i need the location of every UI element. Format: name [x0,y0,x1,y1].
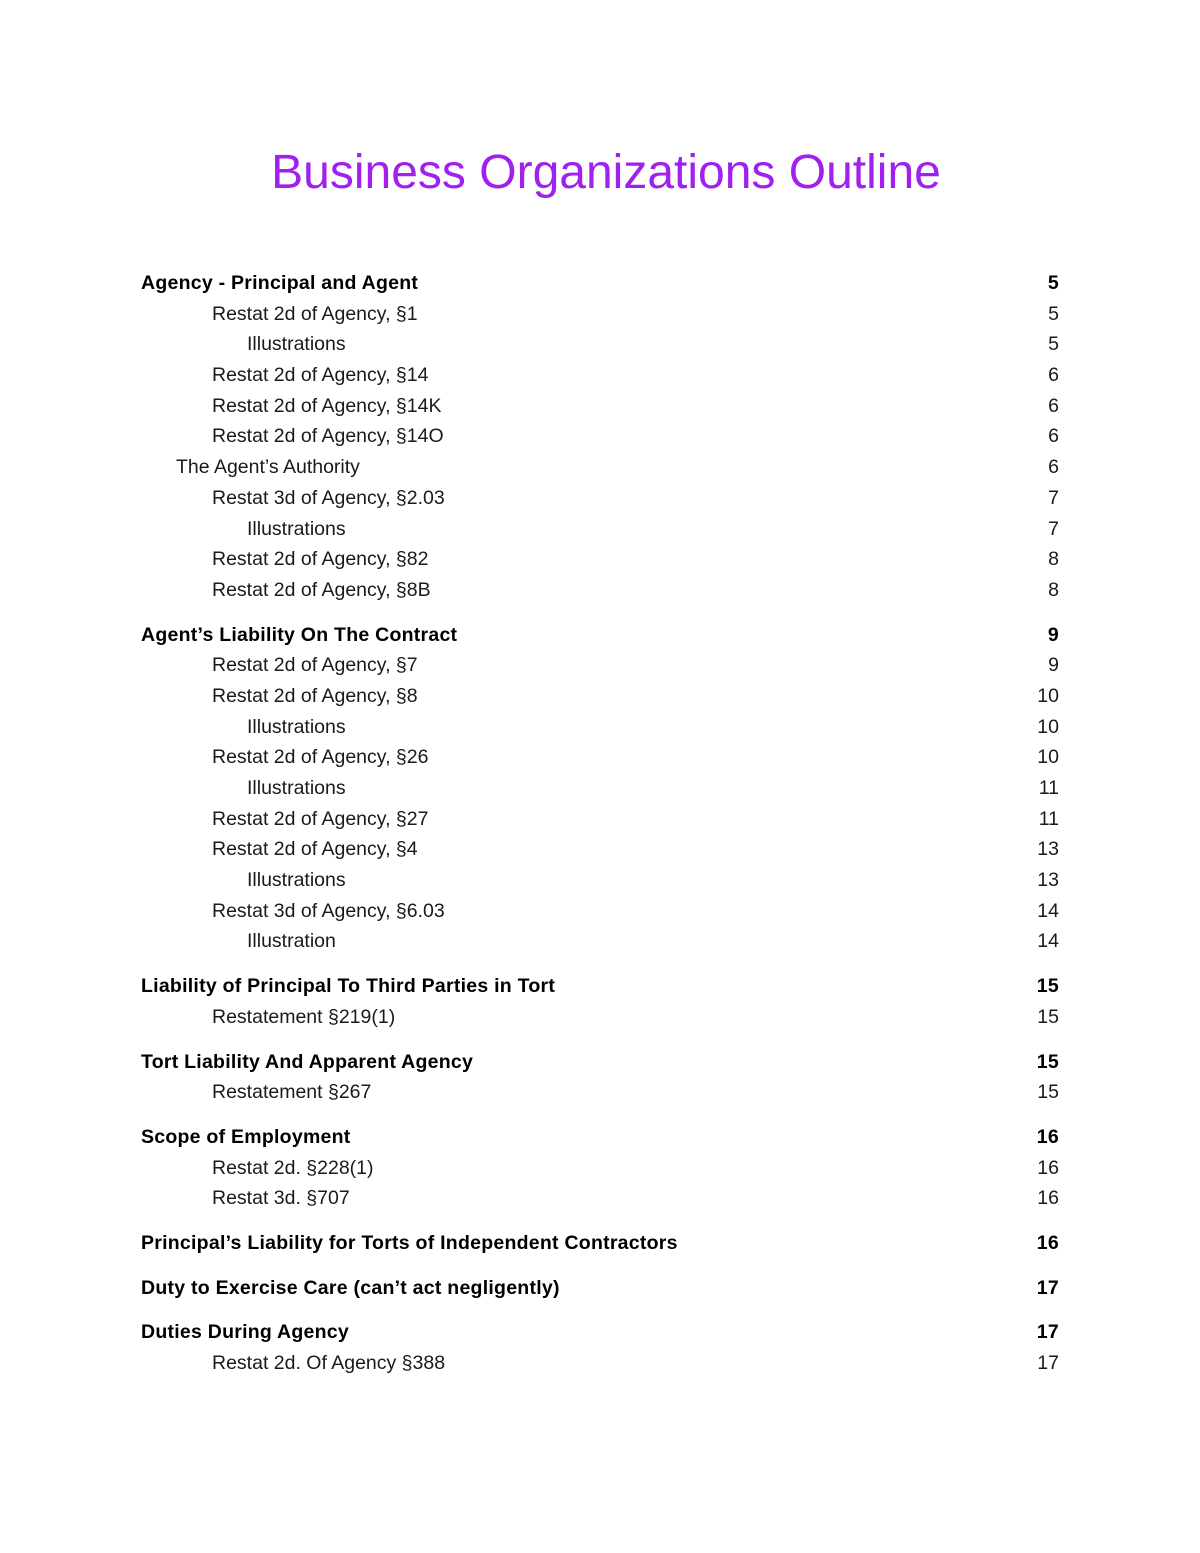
toc-entry-page-number: 15 [1037,1005,1059,1028]
toc-entry-label: Illustrations [247,333,346,356]
toc-entry-label: Duty to Exercise Care (can’t act negligently) [141,1276,560,1299]
toc-section-entry[interactable] [141,1122,1059,1153]
toc-entry-label: Restat 2d of Agency, §14K [212,394,442,417]
toc-entry-label: Restat 2d of Agency, §1 [212,302,418,325]
toc-entry-label: Restat 3d of Agency, §2.03 [212,486,445,509]
toc-subentry[interactable] [141,742,1059,773]
toc-entry-page-number: 17 [1037,1352,1059,1374]
toc-entry-page-number: 6 [1048,425,1059,448]
toc-entry-label: Illustration [247,930,336,953]
toc-subentry[interactable] [141,421,1059,452]
toc-subentry[interactable] [141,299,1059,330]
toc-entry-page-number: 6 [1048,456,1059,479]
toc-entry-label: Restat 2d of Agency, §4 [212,838,418,861]
toc-subentry[interactable] [141,896,1059,927]
toc-entry-page-number: 7 [1048,517,1059,540]
toc-entry-page-number: 14 [1037,899,1059,922]
toc-subentry[interactable] [141,360,1059,391]
toc-subentry[interactable] [141,452,1059,483]
toc-entry-label: Restat 2d of Agency, §26 [212,746,429,769]
toc-entry-label: Restat 2d of Agency, §7 [212,654,418,677]
toc-entry-page-number: 17 [1036,1276,1059,1299]
toc-entry-page-number: 16 [1037,1156,1059,1179]
toc-entry-page-number: 14 [1037,930,1059,953]
toc-entry-label: Restat 2d of Agency, §8B [212,578,431,601]
page-title: Business Organizations Outline [271,146,941,199]
toc-entry-label: Restat 2d of Agency, §14 [212,364,429,387]
toc-entry-page-number: 9 [1048,654,1059,677]
toc-entry-label: Restat 2d of Agency, §82 [212,548,429,571]
toc-subentry[interactable] [141,575,1059,606]
toc-subentry[interactable] [141,1153,1059,1184]
toc-subentry[interactable] [141,681,1059,712]
toc-entry-label: Illustrations [247,777,346,799]
toc-entry-page-number: 6 [1048,364,1059,387]
toc-section-entry[interactable] [141,1228,1059,1259]
toc-subentry[interactable] [141,1348,1059,1379]
toc-subentry[interactable] [141,544,1059,575]
toc-entry-page-number: 8 [1048,578,1059,601]
toc-entry-page-number: 10 [1037,684,1059,707]
toc-entry-page-number: 13 [1037,869,1059,892]
toc-entry-page-number: 5 [1048,302,1059,325]
toc-section-entry[interactable] [141,1047,1059,1078]
toc-entry-page-number: 16 [1036,1125,1059,1148]
toc-subentry[interactable] [141,865,1059,896]
toc-entry-label: Illustrations [247,869,346,892]
toc-entry-label: Restat 2d. Of Agency §388 [212,1352,446,1374]
toc-entry-page-number: 17 [1036,1321,1059,1344]
toc-entry-page-number: 15 [1036,1050,1059,1073]
toc-entry-label: Restat 2d. §228(1) [212,1156,374,1179]
toc-entry-label: Restat 2d of Agency, §14O [212,425,444,448]
toc-entry-label: The Agent’s Authority [176,456,360,479]
toc-entry-label: Illustrations [247,517,346,540]
toc-entry-page-number: 10 [1037,715,1059,738]
toc-entry-page-number: 15 [1037,1081,1059,1104]
toc-subentry[interactable] [141,514,1059,545]
toc-entry-label: Agency - Principal and Agent [141,272,419,294]
toc-entry-label: Restat 2d of Agency, §27 [212,807,429,830]
toc-entry-label: Duties During Agency [141,1321,349,1344]
toc-subentry[interactable] [141,804,1059,835]
table-of-contents [141,268,1059,1379]
toc-entry-page-number: 11 [1038,807,1059,830]
toc-entry-label: Restatement §267 [212,1081,372,1104]
toc-subentry[interactable] [141,712,1059,743]
toc-entry-page-number: 10 [1037,746,1059,769]
toc-subentry[interactable] [141,773,1059,804]
toc-entry-label: Restat 2d of Agency, §8 [212,684,418,707]
toc-entry-label: Liability of Principal To Third Parties in Tort [141,975,556,998]
toc-subentry[interactable] [141,926,1059,957]
toc-entry-page-number: 15 [1036,975,1059,998]
toc-entry-page-number: 16 [1036,1231,1059,1254]
toc-subentry[interactable] [141,650,1059,681]
toc-subentry[interactable] [141,1077,1059,1108]
toc-entry-page-number: 5 [1047,272,1059,294]
toc-section-entry[interactable] [141,620,1059,651]
toc-subentry[interactable] [141,834,1059,865]
toc-entry-page-number: 8 [1048,548,1059,571]
toc-subentry[interactable] [141,1183,1059,1214]
toc-entry-label: Restat 3d of Agency, §6.03 [212,899,445,922]
toc-subentry[interactable] [141,329,1059,360]
toc-section-entry[interactable] [141,268,1059,299]
toc-subentry[interactable] [141,391,1059,422]
toc-entry-page-number: 9 [1047,623,1059,646]
toc-entry-page-number: 6 [1048,394,1059,417]
toc-entry-label: Restat 3d. §707 [212,1187,350,1210]
toc-section-entry[interactable] [141,971,1059,1002]
toc-entry-label: Illustrations [247,715,346,738]
toc-entry-label: Scope of Employment [141,1125,351,1148]
toc-subentry[interactable] [141,483,1059,514]
toc-entry-page-number: 5 [1048,333,1059,356]
toc-entry-page-number: 16 [1037,1187,1059,1210]
toc-entry-page-number: 7 [1048,486,1059,509]
toc-entry-label: Principal’s Liability for Torts of Independent Contractors [141,1231,678,1254]
toc-entry-label: Tort Liability And Apparent Agency [141,1050,474,1073]
toc-section-entry[interactable] [141,1273,1059,1304]
toc-entry-page-number: 13 [1037,838,1059,861]
toc-entry-label: Restatement §219(1) [212,1005,396,1028]
toc-subentry[interactable] [141,1002,1059,1033]
toc-entry-page-number: 11 [1038,777,1059,799]
toc-entry-label: Agent’s Liability On The Contract [141,623,458,646]
toc-section-entry[interactable] [141,1317,1059,1348]
